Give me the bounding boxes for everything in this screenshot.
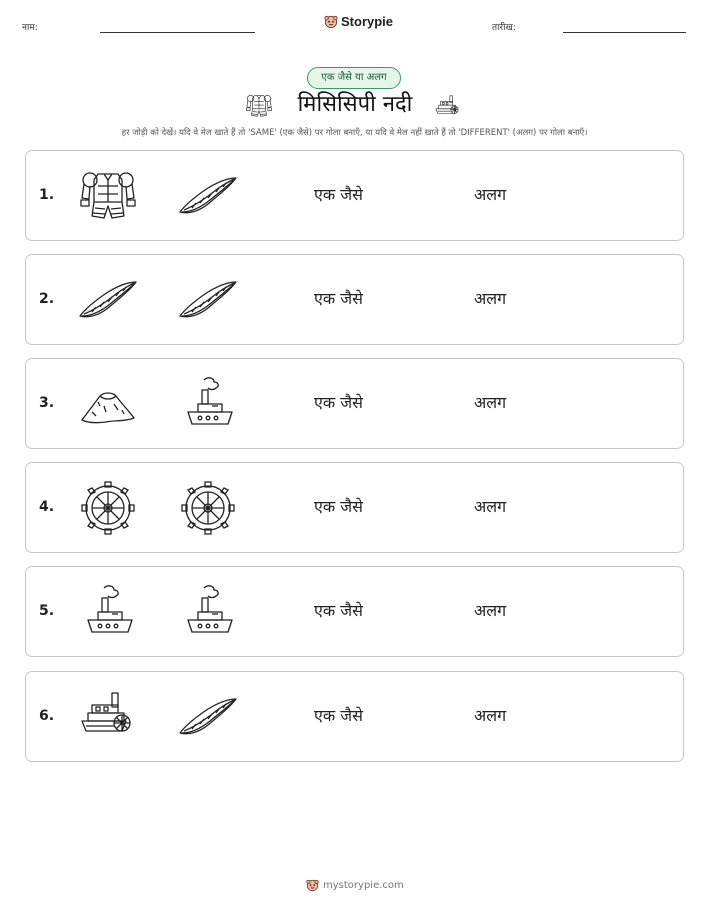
riverboat-icon [78,689,138,745]
date-line[interactable] [563,32,686,33]
question-row [25,566,684,657]
question-number: 4. [39,499,55,515]
canoe-icon [78,272,138,328]
question-number: 1. [39,187,55,203]
paddle-wheel-icon [178,480,238,536]
riverboat-icon [433,94,463,120]
different-option[interactable]: अलग [474,185,507,204]
steamboat-icon [178,584,238,640]
name-line[interactable] [100,32,255,33]
same-option[interactable]: एक जैसे [314,185,363,204]
same-option[interactable]: एक जैसे [314,601,363,620]
different-option[interactable]: अलग [474,706,507,725]
armor-icon [245,92,273,120]
worksheet-type-badge: एक जैसे या अलग [307,67,401,89]
mound-icon [78,376,138,432]
same-option[interactable]: एक जैसे [314,393,363,412]
footer [306,879,404,892]
canoe-icon [178,272,238,328]
question-row [25,150,684,241]
footer-url: mystorypie.com [323,880,404,891]
question-row [25,671,684,762]
question-row [25,462,684,553]
paddle-wheel-icon [78,480,138,536]
steamboat-icon [178,376,238,432]
question-number: 2. [39,291,55,307]
question-row [25,358,684,449]
question-number: 5. [39,603,55,619]
storypie-mascot-icon [324,15,338,29]
brand-name: Storypie [341,14,394,29]
instructions: हर जोड़ी को देखें। यदि वे मेल खाते हैं तो 'SAME' (एक जैसे) पर गोला बनाएँ, या यदि वे मेल नहीं खाते हैं तो 'DIFFERENT' (अलग) पर गोला बनाएँ। [121,128,588,138]
same-option[interactable]: एक जैसे [314,289,363,308]
different-option[interactable]: अलग [474,497,507,516]
page-title: मिसिसिपी नदी [297,92,413,117]
steamboat-icon [78,584,138,640]
different-option[interactable]: अलग [474,393,507,412]
armor-icon [78,168,138,224]
date-label: तारीख: [492,23,516,33]
question-number: 3. [39,395,55,411]
canoe-icon [178,168,238,224]
same-option[interactable]: एक जैसे [314,497,363,516]
storypie-mascot-icon [306,879,319,892]
canoe-icon [178,689,238,745]
question-row [25,254,684,345]
worksheet-header [0,14,709,42]
question-number: 6. [39,708,55,724]
brand-logo [324,14,393,29]
same-option[interactable]: एक जैसे [314,706,363,725]
different-option[interactable]: अलग [474,601,507,620]
different-option[interactable]: अलग [474,289,507,308]
name-label: नाम: [22,23,38,33]
title-row [0,88,709,122]
